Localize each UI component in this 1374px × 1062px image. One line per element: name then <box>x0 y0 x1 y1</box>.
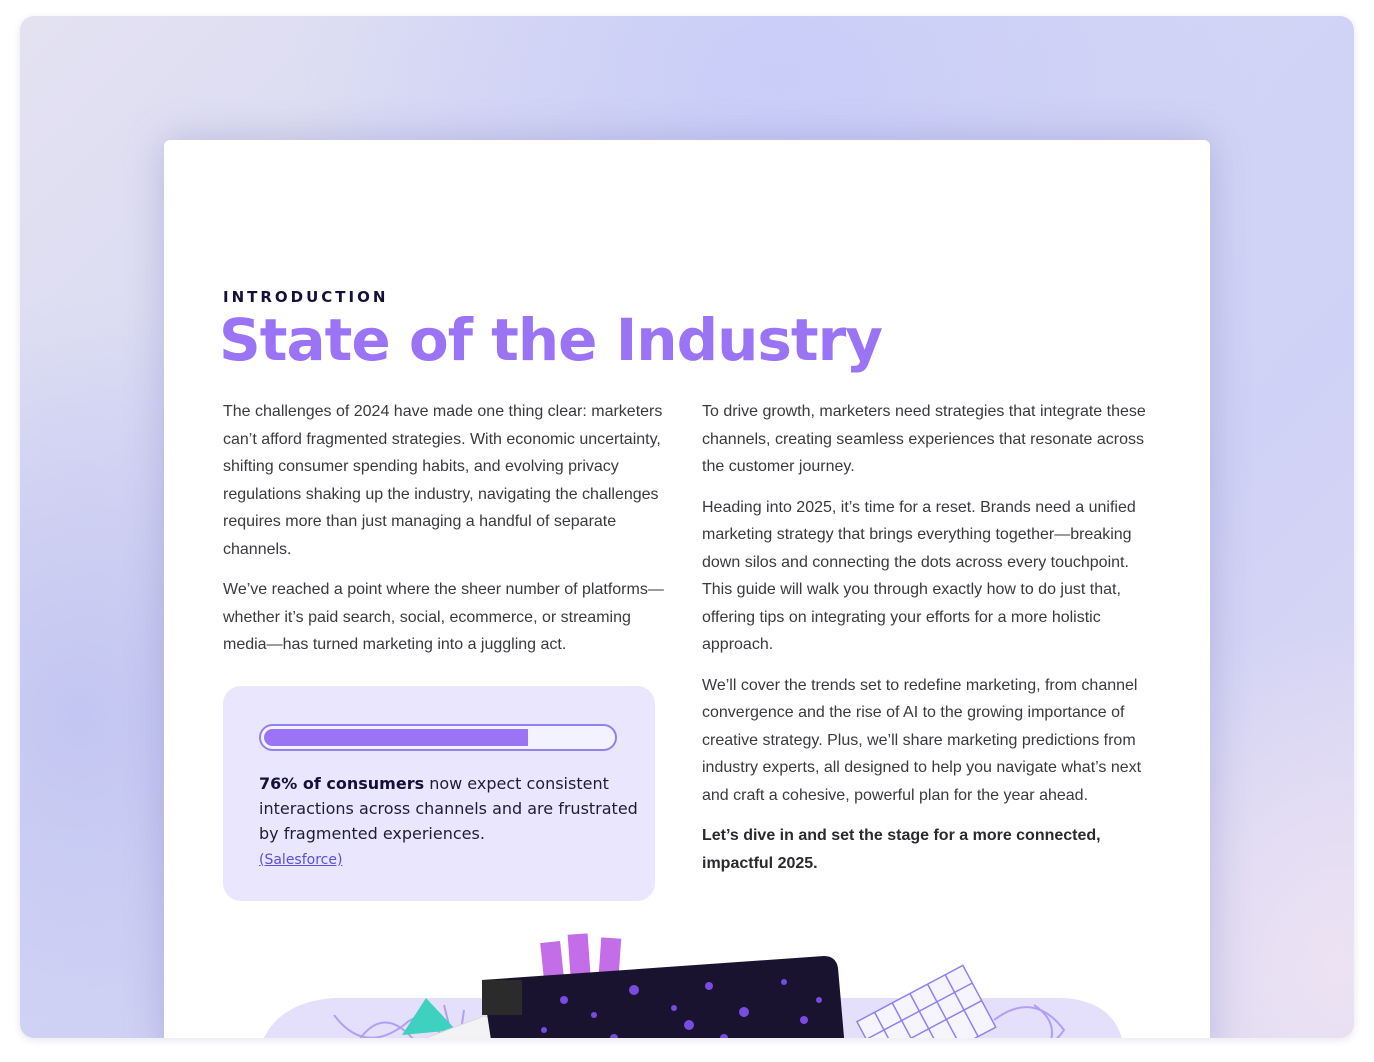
sticky-tab <box>568 933 591 974</box>
progress-bar <box>259 724 617 751</box>
stat-body: now expect consistent interactions across channels and are frustrated by fragmented experiences. <box>259 774 638 843</box>
stat-text <box>259 771 639 873</box>
page-title: State of the Industry <box>219 306 883 374</box>
right-column <box>702 398 1162 890</box>
closing-paragraph: Let’s dive in and set the stage for a more connected, impactful 2025. <box>702 827 1101 872</box>
left-column <box>223 398 678 672</box>
paragraph: We’ve reached a point where the sheer number of platforms—whether it’s paid search, social, ecommerce, or streaming media—has turned marketing into a juggling act. <box>223 581 664 653</box>
background-frame <box>20 16 1354 1038</box>
source-link[interactable]: (Salesforce) <box>259 852 343 868</box>
paragraph: We’ll cover the trends set to redefine marketing, from channel convergence and the rise of AI to the growing importance of creative strategy. Plus, we’ll share marketing predictions from industry experts, all designed to help you navigate what’s next and craft a cohesive, powerful plan for the year ahead. <box>702 676 1142 804</box>
stat-highlight: 76% of consumers <box>259 774 425 793</box>
sticky-tab <box>540 941 564 979</box>
stat-card <box>223 686 655 901</box>
section-eyebrow: INTRODUCTION <box>223 288 389 306</box>
paragraph: To drive growth, marketers need strategies that integrate these channels, creating seamless experiences that resonate across the customer journey. <box>702 403 1146 475</box>
progress-bar-fill <box>264 729 528 746</box>
notebook-shape <box>482 956 846 1038</box>
document-page <box>164 140 1210 1038</box>
paragraph: Heading into 2025, it’s time for a reset. Brands need a unified marketing strategy that brings everything together—breaking down silos and connecting the dots across every touchpoint. This guide will walk you through exactly how to do just that, offering tips on integrating your efforts for a more holistic approach. <box>702 498 1136 653</box>
decorative-illustration <box>164 920 1210 1038</box>
paragraph: The challenges of 2024 have made one thing clear: marketers can’t afford fragmented strategies. With economic uncertainty, shifting consumer spending habits, and evolving privacy regulations shaking up the industry, navigating the challenges requires more than just managing a handful of separate channels. <box>223 403 663 558</box>
